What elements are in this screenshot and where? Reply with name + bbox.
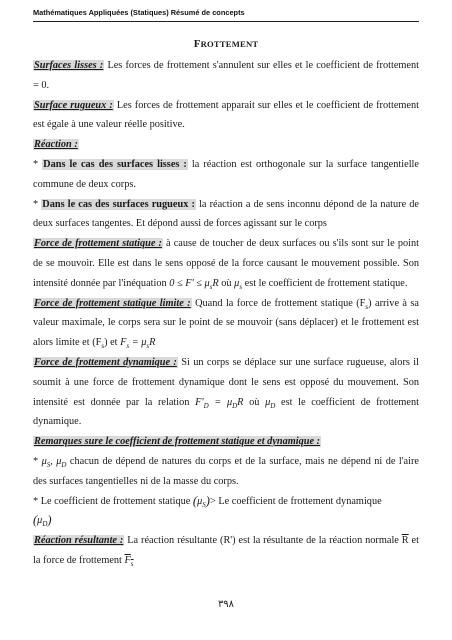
mu-d-symbol xyxy=(265,397,275,408)
mu-symbol: μ xyxy=(37,515,43,527)
paragraph-remarques-heading xyxy=(33,432,419,452)
text-limite-2: ) arrive à sa valeur maximale, le corps sera sur le point de se mouvoir (sans déplacer) et le frottement est alors limite et (F xyxy=(33,297,419,349)
mu-subscript: D xyxy=(42,520,48,529)
term-statique-limite: Force de frottement statique limite : xyxy=(34,297,191,309)
subscript-s: s xyxy=(101,342,105,351)
mu-subscript: S xyxy=(46,460,51,469)
title-rest: ROTTEMENT xyxy=(200,39,259,49)
paren-close: ) xyxy=(47,513,52,528)
text-dynamique-1: Si un corps se déplace sur une surface rugueuse, alors il soumit à une force de frottement dynamique dont le sens est opposé du mouvement. Son intensité est donnée par la relation xyxy=(33,356,419,408)
paren-open: ( xyxy=(33,513,38,528)
equation-f-prime: F' xyxy=(195,396,204,408)
paragraph-frottement-dynamique xyxy=(33,353,419,432)
paragraph-reaction-rugueux xyxy=(33,195,419,235)
paren-open: ( xyxy=(192,493,198,508)
vector-subscript: s xyxy=(130,559,134,568)
text-limite-3: ) et xyxy=(104,337,121,349)
paragraph-surface-rugueux xyxy=(33,96,419,136)
text-cas-surfaces-lisses: la réaction est orthogonale sur la surface tangentielle commune de deux corps. xyxy=(33,158,419,190)
inequation-end: R xyxy=(212,277,219,289)
text-remarque-2a: * Le coefficient de frottement statique xyxy=(33,495,193,507)
mu-symbol: μ xyxy=(41,455,47,467)
bullet-star: * xyxy=(33,455,42,467)
text-limite-1: Quand la force de frottement statique (F xyxy=(191,297,366,309)
mu-symbol: μ xyxy=(265,396,271,408)
document-body xyxy=(33,56,419,571)
equation-subscript: D xyxy=(232,401,238,410)
paragraph-reaction-resultante xyxy=(33,531,419,571)
text-dynamique-2: est le coefficient de frottement dynamique. xyxy=(33,396,419,428)
document-header: Mathématiques Appliquées (Statiques) Résumé de concepts xyxy=(33,8,245,17)
paragraph-remarque-1 xyxy=(33,452,419,492)
page-title xyxy=(33,37,419,51)
mu-s-d-symbols xyxy=(42,456,67,467)
text-ou: où xyxy=(243,396,266,408)
text-resultante-1: La réaction résultante (R') est la résultante de la réaction normale xyxy=(124,535,402,547)
vector-f: F xyxy=(124,554,131,566)
subscript-s: s xyxy=(365,302,369,311)
inequation-statique xyxy=(169,278,218,289)
equation-mid: = μ xyxy=(129,337,147,349)
paragraph-remarque-2 xyxy=(33,492,419,532)
page-number: ٣٩٨ xyxy=(217,599,235,610)
mu-subscript: S xyxy=(202,500,206,509)
term-frottement-statique: Force de frottement statique : xyxy=(34,238,162,250)
paragraph-statique-limite xyxy=(33,294,419,353)
header-divider xyxy=(33,21,419,22)
text-remarque-2b: > Le coefficient de frottement dynamique xyxy=(209,495,382,507)
equation-end: R xyxy=(149,337,156,349)
equation-mid: = μ xyxy=(208,396,233,408)
mu-symbol: μ xyxy=(234,277,240,289)
inequation-body: 0 ≤ F' ≤ μ xyxy=(169,277,210,289)
equation-subscript: s xyxy=(146,342,150,351)
bullet-star: * xyxy=(33,158,43,170)
text-ou: où xyxy=(218,277,235,289)
mu-subscript: D xyxy=(61,460,67,469)
paren-close: ) xyxy=(205,493,210,508)
inequation-subscript: s xyxy=(209,282,213,291)
term-cas-surfaces-rugueux: Dans le cas des surfaces rugueux : xyxy=(42,198,195,210)
mu-symbol: μ xyxy=(197,495,203,507)
text-surface-rugueux: Les forces de frottement apparait sur elles et le coefficient de frottement est égale à une valeur réelle positive. xyxy=(33,99,419,131)
paragraph-surfaces-lisses xyxy=(33,56,419,96)
title-first-letter: F xyxy=(193,38,201,50)
equation-limite xyxy=(120,337,156,351)
mu-s-parenthesized xyxy=(192,493,210,509)
equation-subscript: s xyxy=(126,342,130,351)
bullet-star: * xyxy=(33,198,42,210)
mu-subscript: s xyxy=(239,282,243,291)
mu-d-parenthesized xyxy=(33,513,52,529)
text-remarque-1: chacun de dépend de natures du corps et de la surface, mais ne dépend ni de l'aire des surfaces tangentielles ni de la masse du corps. xyxy=(33,455,419,487)
paragraph-reaction-heading xyxy=(33,135,419,155)
term-frottement-dynamique: Force de frottement dynamique : xyxy=(34,356,177,368)
equation-dynamique xyxy=(195,397,243,408)
vector-r: $\overline{R}$ xyxy=(401,535,409,547)
vector-fs xyxy=(124,555,133,566)
mu-separator: , μ xyxy=(50,455,62,467)
term-reaction: Réaction : xyxy=(34,139,78,151)
paragraph-reaction-lisses xyxy=(33,155,419,195)
term-cas-surfaces-lisses: Dans le cas des surfaces lisses : xyxy=(43,158,187,170)
term-remarques: Remarques sure le coefficient de frottement statique et dynamique : xyxy=(34,436,321,448)
text-surfaces-lisses: Les forces de frottement s'annulent sur elles et le coefficient de frottement = 0. xyxy=(33,60,420,91)
text-coefficient-statique: est le coefficient de frottement statique. xyxy=(242,277,408,289)
text-cas-surfaces-rugueux: la réaction a de sens inconnu dépond de la nature de deux surfaces tangentes. Et dépond aussi de forces agissant sur le corps xyxy=(33,198,419,230)
term-surfaces-lisses: Surfaces lisses : xyxy=(34,60,104,71)
equation-subscript: D xyxy=(203,401,209,410)
text-frottement-statique: à cause de toucher de deux surfaces ou s'ils sont sur le point de se mouvoir. Elle est dans le sens opposé de la force causant le mouvement possible. Son intensité donnée par l'inéquation xyxy=(33,238,419,289)
term-reaction-resultante: Réaction résultante : xyxy=(34,535,124,547)
mu-subscript: D xyxy=(270,401,276,410)
equation-end: R xyxy=(237,396,244,408)
term-surface-rugueux: Surface rugueux : xyxy=(34,99,113,111)
equation-f: F xyxy=(120,337,127,349)
mu-s-symbol xyxy=(234,278,242,289)
paragraph-frottement-statique xyxy=(33,234,419,293)
text-resultante-2: et la force de frottement xyxy=(33,535,419,566)
